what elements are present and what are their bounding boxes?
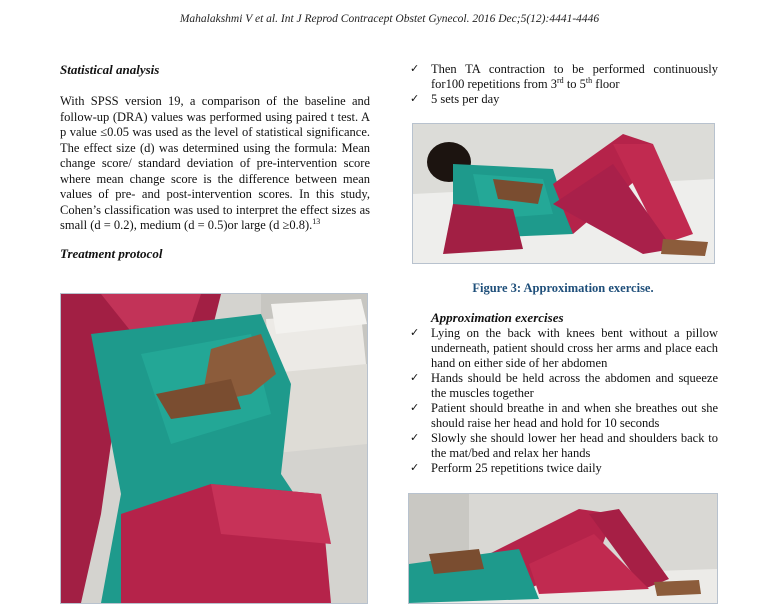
checkmark-icon: ✓: [410, 63, 420, 75]
section-heading-treatment-protocol: Treatment protocol: [60, 245, 163, 261]
checkmark-icon: ✓: [410, 402, 420, 414]
approximation-exercise-photo-2: [408, 493, 718, 604]
seated-exercise-photo: [60, 293, 368, 604]
approximation-list: [408, 326, 718, 476]
statistical-analysis-text: With SPSS version 19, a comparison of the baseline and follow-up (DRA) values was performed using paired t test. A p value ≤0.05 was used as the level of statistical significance. The effect size (d) was determined using the formula: Mean change score/ standard deviation of pre-intervention score where mean change score is the difference between mean values of pre- and post-intervention scores. In this study, Cohen’s classification was used to interpret the effect sizes as small (d = 0.2), medium (d = 0.5)or large (d ≥0.8).: [60, 94, 370, 232]
list-item: ✓ Slowly she should lower her head and shoulders back to the mat/bed and relax her hands: [410, 431, 718, 460]
reference-superscript: 13: [312, 216, 321, 226]
statistical-analysis-paragraph: [60, 94, 370, 234]
list-item: ✓ 5 sets per day: [410, 92, 500, 106]
list-item: ✓ Perform 25 repetitions twice daily: [410, 461, 602, 475]
checkmark-icon: ✓: [410, 372, 420, 384]
figure-3-approximation-photo: [412, 123, 715, 264]
checkmark-icon: ✓: [410, 93, 420, 105]
approximation-exercises-block: [408, 310, 718, 476]
checkmark-icon: ✓: [410, 462, 420, 474]
list-item: ✓ Then TA contraction to be performed continuously for100 repetitions from 3rd to 5th floor: [410, 62, 718, 91]
list-item: ✓ Patient should breathe in and when she breathes out she should raise her head and hold for 10 seconds: [410, 401, 718, 430]
figure-3-caption: Figure 3: Approximation exercise.: [472, 281, 654, 295]
checkmark-icon: ✓: [410, 327, 420, 339]
list-item: ✓ Lying on the back with knees bent without a pillow underneath, patient should cross her arms and place each hand on either side of her abdomen: [410, 326, 718, 370]
ta-contraction-list: [408, 62, 718, 107]
approximation-heading: Approximation exercises: [431, 310, 564, 325]
section-heading-statistical-analysis: Statistical analysis: [60, 62, 160, 77]
ta-contraction-list-block: [408, 62, 718, 107]
left-column: [60, 62, 370, 262]
running-header: Mahalakshmi V et al. Int J Reprod Contracept Obstet Gynecol. 2016 Dec;5(12):4441-4446: [179, 13, 600, 25]
checkmark-icon: ✓: [410, 432, 420, 444]
list-item: ✓ Hands should be held across the abdomen and squeeze the muscles together: [410, 371, 718, 400]
